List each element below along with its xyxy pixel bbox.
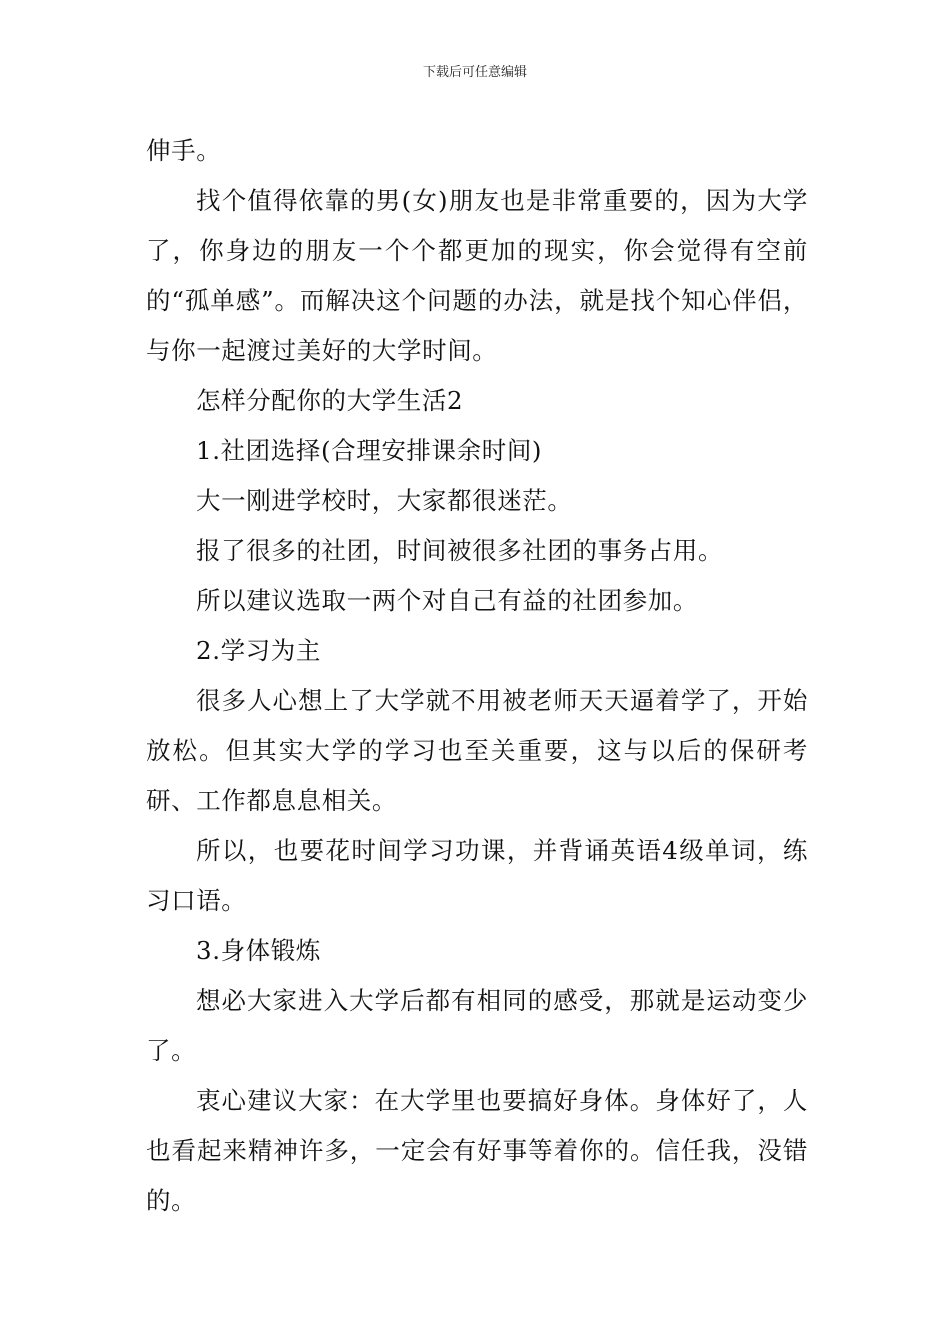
paragraph: 衷心建议大家：在大学里也要搞好身体。身体好了，人也看起来精神许多，一定会有好事等着你的。信任我，没错的。 [146, 1086, 808, 1215]
paragraph: 很多人心想上了大学就不用被老师天天逼着学了，开始放松。但其实大学的学习也至关重要，这与以后的保研考研、工作都息息相关。 [146, 686, 808, 815]
paragraph: 大一刚进学校时，大家都很迷茫。 [196, 486, 573, 515]
subheading-exercise: 3.身体锻炼 [196, 936, 321, 965]
paragraph: 想必大家进入大学后都有相同的感受，那就是运动变少了。 [146, 986, 808, 1065]
paragraph: 找个值得依靠的男(女)朋友也是非常重要的，因为大学了，你身边的朋友一个个都更加的现实，你会觉得有空前的“孤单感”。而解决这个问题的办法，就是找个知心伴侣，与你一起渡过美好的大学时间。 [146, 186, 808, 365]
subheading-clubs: 1.社团选择(合理安排课余时间) [196, 436, 543, 465]
subheading-study: 2.学习为主 [196, 636, 321, 665]
document-body [146, 126, 808, 1226]
page-header: 下载后可任意编辑 [422, 65, 527, 80]
paragraph: 所以建议选取一两个对自己有益的社团参加。 [196, 586, 698, 615]
paragraph-continuation: 伸手。 [146, 136, 222, 165]
section-heading: 怎样分配你的大学生活2 [196, 386, 464, 415]
paragraph: 报了很多的社团，时间被很多社团的事务占用。 [196, 536, 724, 565]
paragraph: 所以，也要花时间学习功课，并背诵英语4级单词，练习口语。 [146, 836, 808, 915]
